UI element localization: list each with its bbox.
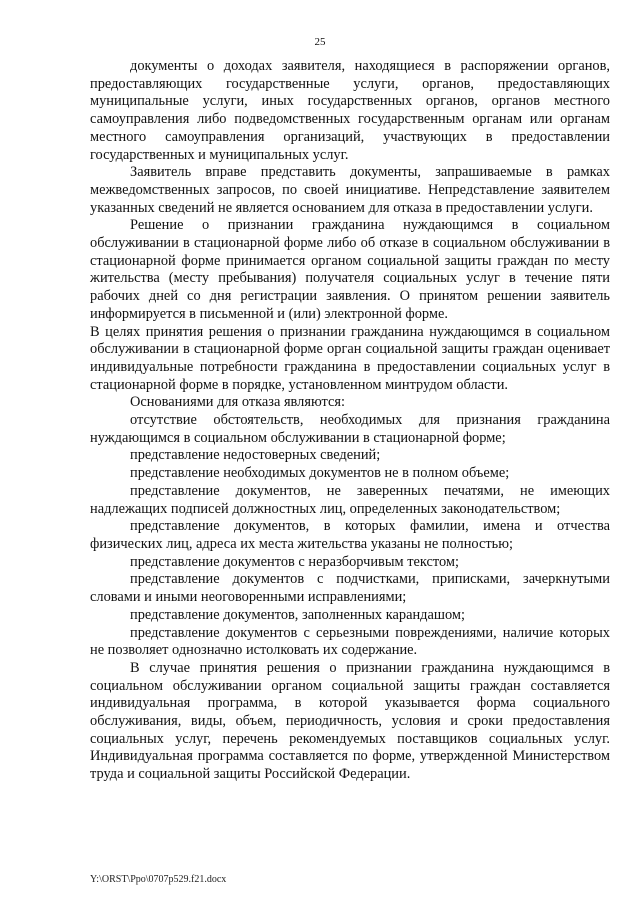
document-body (90, 58, 610, 784)
list-item-refusal-ground: представление необходимых документов не в полном объеме; (130, 465, 510, 482)
paragraph-applicant-right: Заявитель вправе представить документы, запрашиваемые в рамках межведомственных запросов, по своей инициативе. Непредставление заявителем указанных сведений не является основанием для отказа в предоставлении услуги. (90, 164, 610, 216)
list-item-refusal-ground: представление документов с неразборчивым текстом; (130, 553, 460, 570)
paragraph-income-documents: документы о доходах заявителя, находящиеся в распоряжении органов, предоставляющих государственные услуги, органов, предоставляющих муниципальные услуги, иных государственных органов, органов местного самоуправления либо подведомственных государственным органам или органам местного самоуправления организаций, участвующих в предоставлении государственных и муниципальных услуг. (90, 58, 610, 163)
list-item-refusal-ground: представление документов с серьезными повреждениями, наличие которых не позволяет однозначно истолковать их содержание. (90, 624, 610, 659)
page-number: 25 (314, 36, 326, 48)
list-item-refusal-ground: представление документов, не заверенных печатями, не имеющих надлежащих подписей должностных лиц, определенных законодательством; (90, 482, 610, 517)
list-item-refusal-ground: отсутствие обстоятельств, необходимых для признания гражданина нуждающимся в социальном обслуживании в стационарной форме; (90, 412, 610, 446)
list-item-refusal-ground: представление документов, заполненных карандашом; (130, 606, 465, 623)
paragraph-decision: Решение о признании гражданина нуждающимся в социальном обслуживании в стационарной форме либо об отказе в социальном обслуживании в стационарной форме принимается органом социальной защиты граждан по месту жительства (месту пребывания) получателя социальных услуг в течение пяти рабочих дней со дня регистрации заявления. О принятом решении заявитель информируется в письменной и (или) электронной форме. (90, 217, 610, 322)
list-item-refusal-ground: представление документов, в которых фамилии, имена и отчества физических лиц, адреса их места жительства указаны не полностью; (90, 518, 610, 552)
footer-file-path: Y:\ORST\Ppo\0707p529.f21.docx (90, 874, 227, 885)
paragraph-needs-assessment: В целях принятия решения о признании гражданина нуждающимся в социальном обслуживании в стационарной форме орган социальной защиты граждан оценивает индивидуальные потребности гражданина в предоставлении социальных услуг в стационарной форме в порядке, установленном минтрудом области. (90, 323, 610, 393)
paragraph-individual-program: В случае принятия решения о признании гражданина нуждающимся в социальном обслуживании органом социальной защиты граждан составляется индивидуальная программа, в которой указывается форма социального обслуживания, виды, объем, периодичность, условия и сроки предоставления социальных услуг, перечень рекомендуемых поставщиков социальных услуг. Индивидуальная программа составляется по форме, утвержденной Министерством труда и социальной защиты Российской Федерации. (90, 659, 610, 783)
paragraph-refusal-grounds-heading: Основаниями для отказа являются: (130, 394, 345, 411)
list-item-refusal-ground: представление недостоверных сведений; (130, 447, 381, 464)
list-item-refusal-ground: представление документов с подчистками, приписками, зачеркнутыми словами и иными неоговоренными исправлениями; (90, 571, 610, 606)
